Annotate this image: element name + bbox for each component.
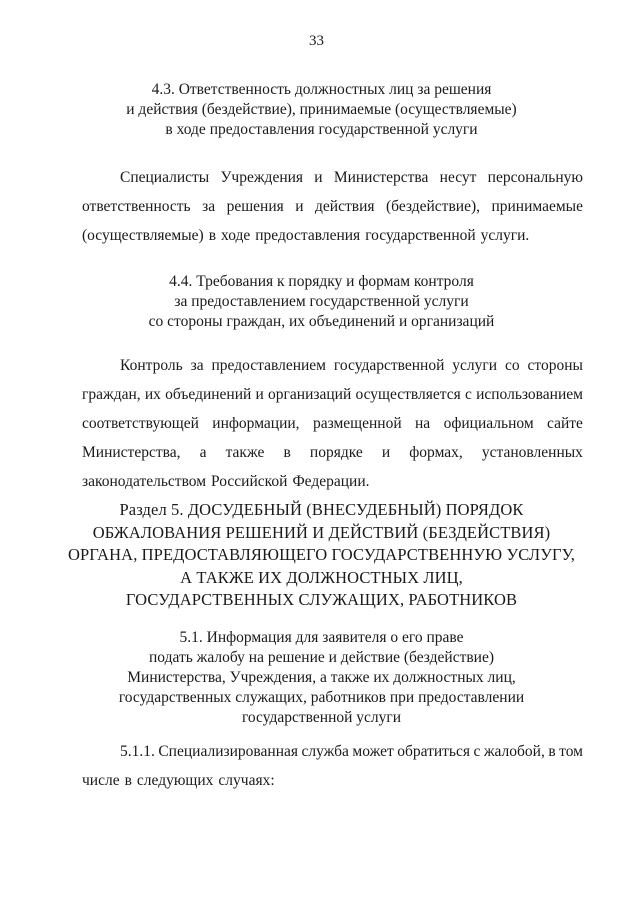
word: объединений: [165, 386, 252, 403]
word: с: [473, 743, 481, 760]
word: Министерства: [333, 169, 429, 186]
heading-line: государственной услуги: [241, 709, 402, 726]
word: случаях:: [218, 772, 275, 789]
word: в: [548, 743, 556, 760]
word: соответствующей: [82, 415, 199, 432]
word: размещенной: [312, 415, 402, 432]
word: в: [124, 772, 132, 789]
word: ходе: [221, 227, 251, 244]
word: числе: [82, 772, 120, 789]
word: решения: [226, 198, 284, 215]
word: Учреждения: [220, 169, 304, 186]
paragraph-5-1-1: [82, 737, 583, 795]
word: организаций: [268, 386, 352, 403]
paragraph-line: [82, 438, 583, 467]
heading-line: 5.1. Информация для заявителя о его праве: [179, 629, 464, 646]
word: их: [144, 386, 161, 403]
word: порядке: [309, 444, 363, 461]
section-title-line: ОБЖАЛОВАНИЯ РЕШЕНИЙ И ДЕЙСТВИЙ (БЕЗДЕЙСТВИЯ): [92, 522, 551, 542]
word: использованием: [476, 386, 583, 403]
word: действия: [315, 198, 375, 215]
word: предоставлением: [211, 357, 326, 374]
paragraph-4-4: [82, 351, 583, 496]
word: Федерации.: [292, 473, 370, 490]
word: (осуществляемые): [82, 227, 204, 244]
word: ответственность: [82, 198, 191, 215]
word: (бездействие),: [385, 198, 480, 215]
word: следующих: [136, 772, 214, 789]
paragraph-4-3: [82, 163, 583, 250]
heading-line: со стороны граждан, их объединений и организаций: [148, 313, 495, 330]
word: персональную: [487, 169, 583, 186]
word: граждан,: [82, 386, 141, 403]
word: услуги.: [480, 227, 530, 244]
word: предоставления: [255, 227, 361, 244]
word: Российской: [211, 473, 288, 490]
paragraph-line: [82, 192, 583, 221]
paragraph-line: [82, 163, 583, 192]
word: осуществляется: [355, 386, 461, 403]
word: за: [202, 198, 216, 215]
heading-line: и действия (бездействие), принимаемые (осуществляемые): [126, 101, 517, 118]
heading-line: 4.3. Ответственность должностных лиц за решения: [151, 81, 492, 98]
word: услуги: [452, 357, 498, 374]
word: со: [504, 357, 520, 374]
word: 5.1.1.: [120, 743, 155, 760]
word: информации,: [212, 415, 300, 432]
paragraph-line: [82, 351, 583, 380]
word: обратиться: [397, 743, 470, 760]
heading-line: подать жалобу на решение и действие (бездействие): [148, 649, 495, 666]
word: законодательством: [82, 473, 207, 490]
heading-line: Министерства, Учреждения, а также их должностных лиц,: [127, 669, 516, 686]
word: также: [225, 444, 265, 461]
word: жалобой,: [483, 743, 545, 760]
word: и: [381, 444, 391, 461]
heading-4-3: [60, 80, 583, 140]
word: сайте: [547, 415, 583, 432]
section-5-title: [60, 499, 583, 612]
word: Министерства,: [82, 444, 181, 461]
word: может: [352, 743, 394, 760]
heading-5-1: [60, 628, 583, 728]
word: на: [415, 415, 431, 432]
word: формах,: [409, 444, 463, 461]
paragraph-line: [82, 380, 583, 409]
heading-line: за предоставлением государственной услуги: [174, 293, 469, 310]
word: государственной: [365, 227, 476, 244]
section-title-line: А ТАКЖЕ ИХ ДОЛЖНОСТНЫХ ЛИЦ,: [180, 567, 463, 587]
word: стороны: [527, 357, 583, 374]
word: Контроль: [120, 357, 183, 374]
word: и: [295, 198, 304, 215]
word: принимаемые: [491, 198, 583, 215]
word: несут: [439, 169, 477, 186]
paragraph-line: [82, 766, 583, 795]
word: а: [199, 444, 207, 461]
paragraph-line: [82, 221, 583, 250]
section-title-line: ОРГАНА, ПРЕДОСТАВЛЯЮЩЕГО ГОСУДАРСТВЕННУЮ УСЛУГУ,: [68, 545, 575, 564]
section-title-line: Раздел 5. ДОСУДЕБНЫЙ (ВНЕСУДЕБНЫЙ) ПОРЯДОК: [119, 500, 524, 519]
paragraph-line: [82, 467, 583, 496]
word: в: [283, 444, 291, 461]
word: с: [464, 386, 472, 403]
word: Специализированная: [158, 743, 299, 760]
word: установленных: [481, 444, 583, 461]
word: и: [314, 169, 323, 186]
word: Специалисты: [120, 169, 210, 186]
word: служба: [301, 743, 349, 760]
paragraph-line: [82, 737, 583, 766]
word: государственной: [333, 357, 445, 374]
word: в: [208, 227, 217, 244]
word: официальном: [443, 415, 534, 432]
word: за: [190, 357, 204, 374]
heading-line: государственных служащих, работников при предоставлении: [118, 689, 525, 706]
heading-4-4: [60, 272, 583, 332]
page-number: 33: [309, 33, 324, 49]
paragraph-line: [82, 409, 583, 438]
heading-line: 4.4. Требования к порядку и формам контроля: [169, 273, 474, 290]
word: и: [255, 386, 264, 403]
word: том: [559, 743, 583, 760]
heading-line: в ходе предоставления государственной услуги: [165, 121, 478, 138]
section-title-line: ГОСУДАРСТВЕННЫХ СЛУЖАЩИХ, РАБОТНИКОВ: [125, 590, 518, 609]
